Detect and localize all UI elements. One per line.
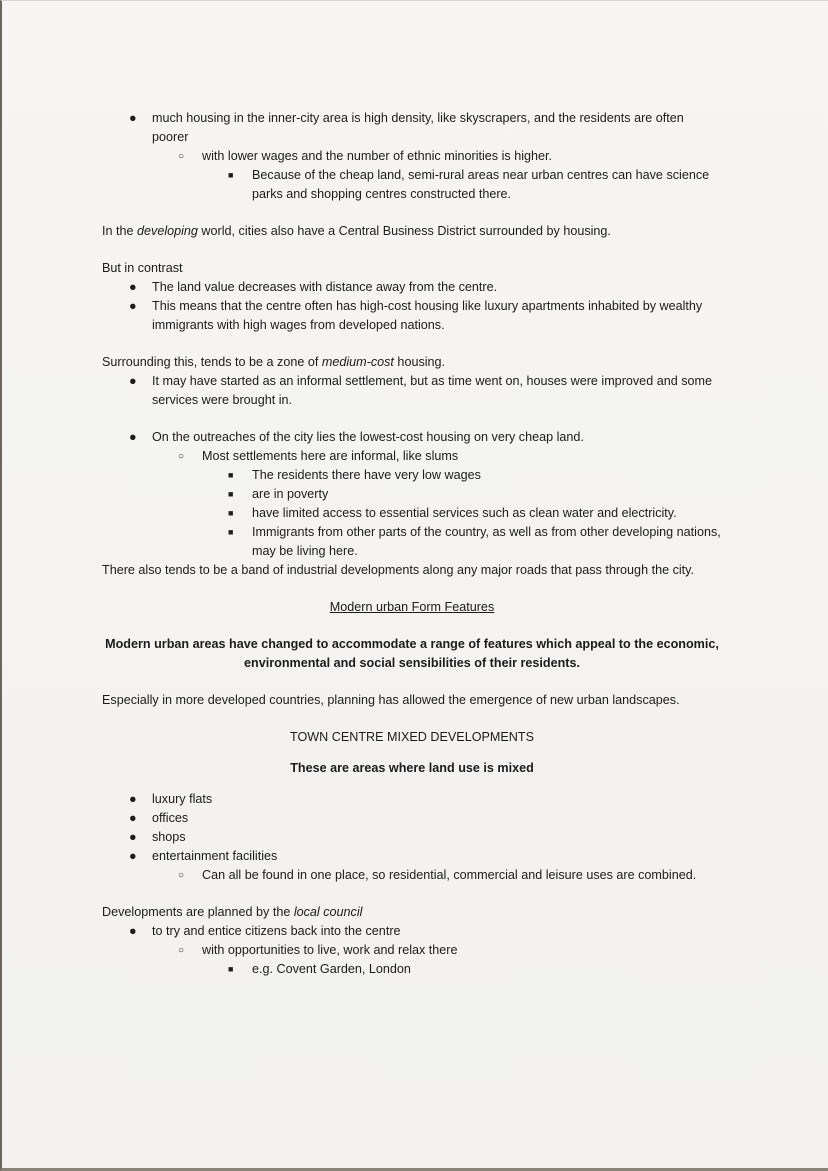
town-centre-subheading: These are areas where land use is mixed <box>290 761 534 775</box>
list-item: ● entertainment facilities <box>102 847 722 866</box>
list-item: ■ have limited access to essential services such as clean water and electricity. <box>102 504 722 523</box>
list-item: ● luxury flats <box>102 790 722 809</box>
contrast-list <box>102 278 722 335</box>
square-bullet-icon: ■ <box>228 170 234 180</box>
list-item: ■ Because of the cheap land, semi-rural areas near urban centres can have science parks and shopping centres constructed there. <box>228 168 710 201</box>
list-item: ○ with opportunities to live, work and relax there <box>102 941 722 960</box>
square-bullet-icon: ■ <box>228 527 234 537</box>
list-item: ● On the outreaches of the city lies the lowest-cost housing on very cheap land. <box>102 428 722 447</box>
bullet-icon: ● <box>129 849 137 863</box>
bullet-icon: ● <box>129 280 137 294</box>
industrial-paragraph: There also tends to be a band of industrial developments along any major roads that pass through the city. <box>102 563 695 577</box>
bullet-icon: ● <box>129 374 137 388</box>
bullet-icon: ● <box>129 430 137 444</box>
bullet-icon: ● <box>129 792 137 806</box>
council-paragraph: Developments are planned by the local council <box>102 905 363 919</box>
square-bullet-icon: ■ <box>228 470 234 480</box>
town-centre-list <box>102 790 722 885</box>
circle-bullet-icon: ○ <box>178 945 185 956</box>
contrast-intro: But in contrast <box>102 261 183 275</box>
list-item: ○ with lower wages and the number of ethnic minorities is higher. <box>102 147 722 166</box>
inner-city-list <box>102 109 722 204</box>
list-item: ■ are in poverty <box>102 485 722 504</box>
developing-world-paragraph: In the developing world, cities also have a Central Business District surrounded by housing. <box>102 224 611 238</box>
council-list <box>102 922 722 979</box>
list-item: ● This means that the centre often has high-cost housing like luxury apartments inhabited by wealthy immigrants with high wages from developed nations. <box>129 299 703 332</box>
square-bullet-icon: ■ <box>228 508 234 518</box>
circle-bullet-icon: ○ <box>178 451 185 462</box>
circle-bullet-icon: ○ <box>178 870 185 881</box>
document-content <box>102 109 722 979</box>
town-centre-heading: TOWN CENTRE MIXED DEVELOPMENTS <box>290 730 534 744</box>
list-item: ● shops <box>102 828 722 847</box>
list-item: ■ The residents there have very low wages <box>102 466 722 485</box>
bullet-icon: ● <box>129 111 137 125</box>
bullet-icon: ● <box>129 830 137 844</box>
square-bullet-icon: ■ <box>228 964 234 974</box>
list-item: ● It may have started as an informal settlement, but as time went on, houses were improved and some services were brought in. <box>129 374 712 407</box>
list-item: ■ Immigrants from other parts of the country, as well as from other developing nations, may be living here. <box>228 525 721 558</box>
list-item: ● offices <box>102 809 722 828</box>
modern-urban-heading: Modern urban Form Features <box>329 600 495 614</box>
list-item: ○ Can all be found in one place, so residential, commercial and leisure uses are combined. <box>102 866 722 885</box>
medium-cost-list <box>102 372 722 410</box>
list-item: ○ Most settlements here are informal, like slums <box>102 447 722 466</box>
medium-cost-paragraph: Surrounding this, tends to be a zone of medium-cost housing. <box>102 355 446 369</box>
list-item: ■ e.g. Covent Garden, London <box>102 960 722 979</box>
list-item: ● much housing in the inner-city area is high density, like skyscrapers, and the residents are often poorer <box>129 111 684 144</box>
bullet-icon: ● <box>129 299 137 313</box>
bullet-icon: ● <box>129 924 137 938</box>
list-item: ● to try and entice citizens back into the centre <box>102 922 722 941</box>
modern-urban-lead: Modern urban areas have changed to accommodate a range of features which appeal to the economic, environmental and social sensibilities of their residents. <box>105 637 719 670</box>
outreach-list <box>102 428 722 561</box>
square-bullet-icon: ■ <box>228 489 234 499</box>
list-item: ● The land value decreases with distance away from the centre. <box>102 278 722 297</box>
bullet-icon: ● <box>129 811 137 825</box>
circle-bullet-icon: ○ <box>178 151 185 162</box>
developed-countries-paragraph: Especially in more developed countries, planning has allowed the emergence of new urban landscapes. <box>102 693 680 707</box>
